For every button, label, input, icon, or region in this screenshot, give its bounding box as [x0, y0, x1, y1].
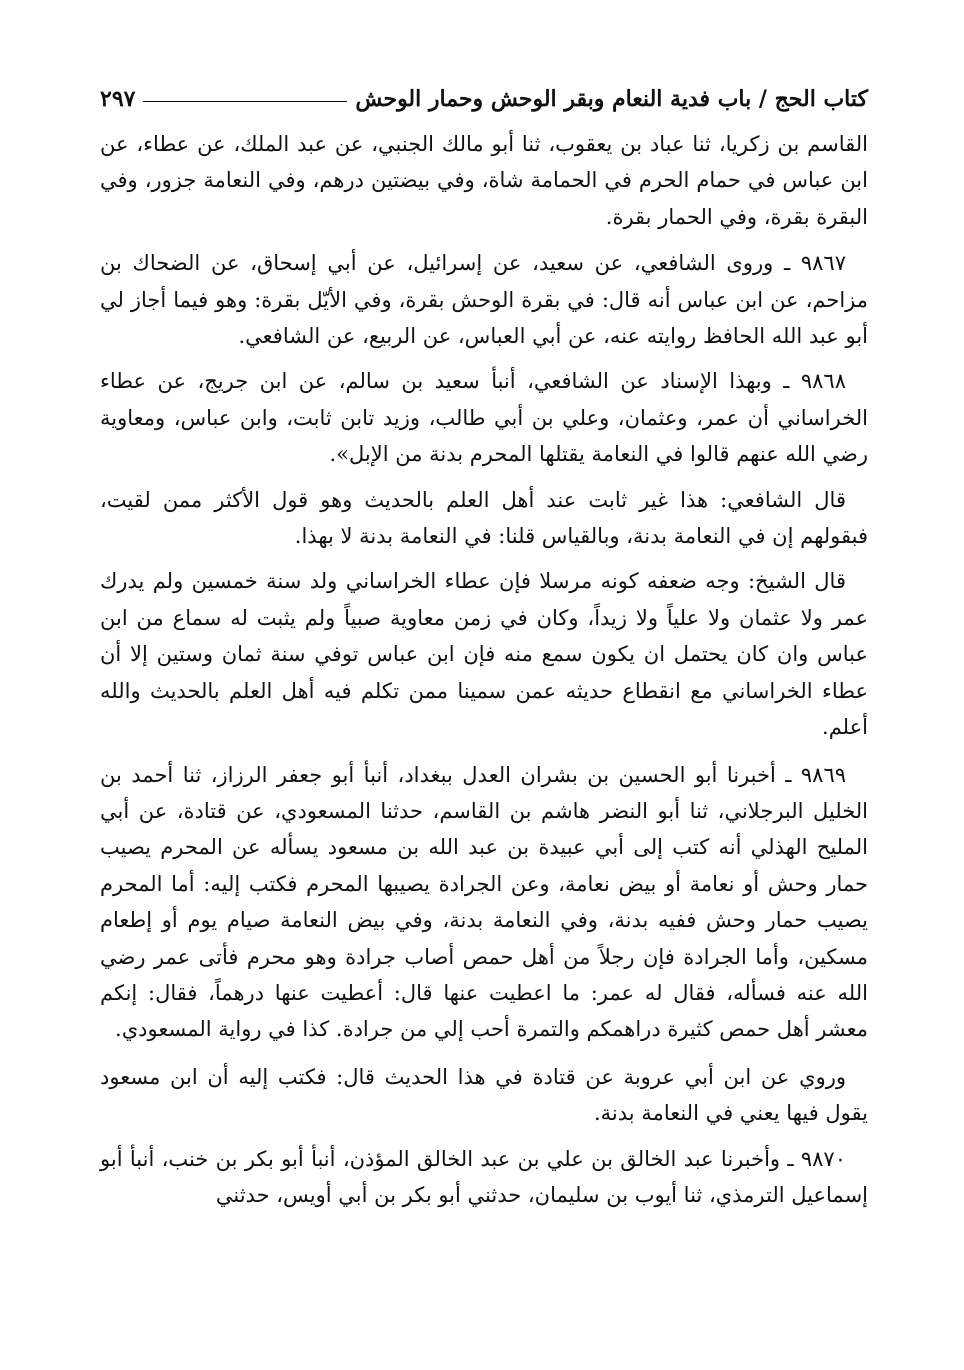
book-page	[100, 68, 868, 1348]
shaykh-comment: قال الشيخ: وجه ضعفه كونه مرسلا فإن عطاء الخراساني ولد سنة خمسين ولم يدرك عمر ولا عثمان ولا علياً ولا زيداً، وكان في زمن معاوية صبياً ولم يثبت له سماع من ابن عباس وان كان يحتمل ان يكون سمع منه فإن ابن عباس توفي سنة ثمان وستين إلا أن عطاء الخراساني مع انقطاع حديثه عمن سمينا ممن تكلم فيه أهل العلم بالحديث والله أعلم.	[100, 569, 868, 740]
hadith-9867: ٩٨٦٧ ـ وروى الشافعي، عن سعيد، عن إسرائيل، عن أبي إسحاق، عن الضحاك بن مزاحم، عن ابن عباس أنه قال: في بقرة الوحش بقرة، وفي الأيّل بقرة: وهو فيما أجاز لي أبو عبد الله الحافظ روايته عنه، عن أبي العباس، عن الربيع، عن الشافعي.	[100, 251, 868, 349]
shafii-comment: قال الشافعي: هذا غير ثابت عند أهل العلم بالحديث وهو قول الأكثر ممن لقيت، فبقولهم إن في النعامة بدنة، وبالقياس قلنا: في النعامة بدنة لا بهذا.	[100, 487, 868, 549]
hadith-9868: ٩٨٦٨ ـ وبهذا الإسناد عن الشافعي، أنبأ سعيد بن سالم، عن ابن جريج، عن عطاء الخراساني أن عمر، وعثمان، وعلي بن أبي طالب، وزيد تابن ثابت، وابن عباس، ومعاوية رضي الله عنهم قالوا في النعامة يقتلها المحرم بدنة من الإبل».	[100, 369, 868, 467]
page-number: ٢٩٧	[100, 85, 136, 112]
header-rule	[143, 101, 347, 102]
running-title: كتاب الحج / باب فدية النعام وبقر الوحش وحمار الوحش	[355, 85, 868, 112]
paragraph-continuation: القاسم بن زكريا، ثنا عباد بن يعقوب، ثنا أبو مالك الجنبي، عن عبد الملك، عن عطاء، عن ابن عباس في حمام الحرم في الحمامة شاة، وفي بيضتين درهم، وفي النعامة جزور، وفي البقرة بقرة، وفي الحمار بقرة.	[100, 132, 868, 229]
hadith-9869: ٩٨٦٩ ـ أخبرنا أبو الحسين بن بشران العدل ببغداد، أنبأ أبو جعفر الرزاز، ثنا أحمد بن الخليل البرجلاني، ثنا أبو النضر هاشم بن القاسم، حدثنا المسعودي، عن قتادة، عن أبي المليح الهذلي أنه كتب إلى أبي عبيدة بن عبد الله بن مسعود يسأله عن المحرم يصيب حمار وحش أو نعامة أو بيض نعامة، وعن الجرادة يصيبها المحرم فكتب إليه: أما المحرم يصيب حمار وحش ففيه بدنة، وفي النعامة بدنة، وفي بيض النعامة صيام يوم أو إطعام مسكين، وأما الجرادة فإن رجلاً من أهل حمص أصاب جرادة وهو محرم فأتى عمر رضي الله عنه فسأله، فقال له عمر: ما اعطيت عنها قال: أعطيت عنها درهماً، فقال: إنكم معشر أهل حمص كثيرة دراهمكم والتمرة أحب إلي من جرادة. كذا في رواية المسعودي.	[100, 762, 868, 1042]
hadith-9870: ٩٨٧٠ ـ وأخبرنا عبد الخالق بن علي بن عبد الخالق المؤذن، أنبأ أبو بكر بن خنب، أنبأ أبو إسماعيل الترمذي، ثنا أيوب بن سليمان، حدثني أبو بكر بن أبي أويس، حدثني	[100, 1146, 868, 1207]
ibn-abi-aruba-note: وروي عن ابن أبي عروبة عن قتادة في هذا الحديث قال: فكتب إليه أن ابن مسعود يقول فيها يعني في النعامة بدنة.	[100, 1064, 868, 1126]
page-header	[100, 68, 868, 112]
